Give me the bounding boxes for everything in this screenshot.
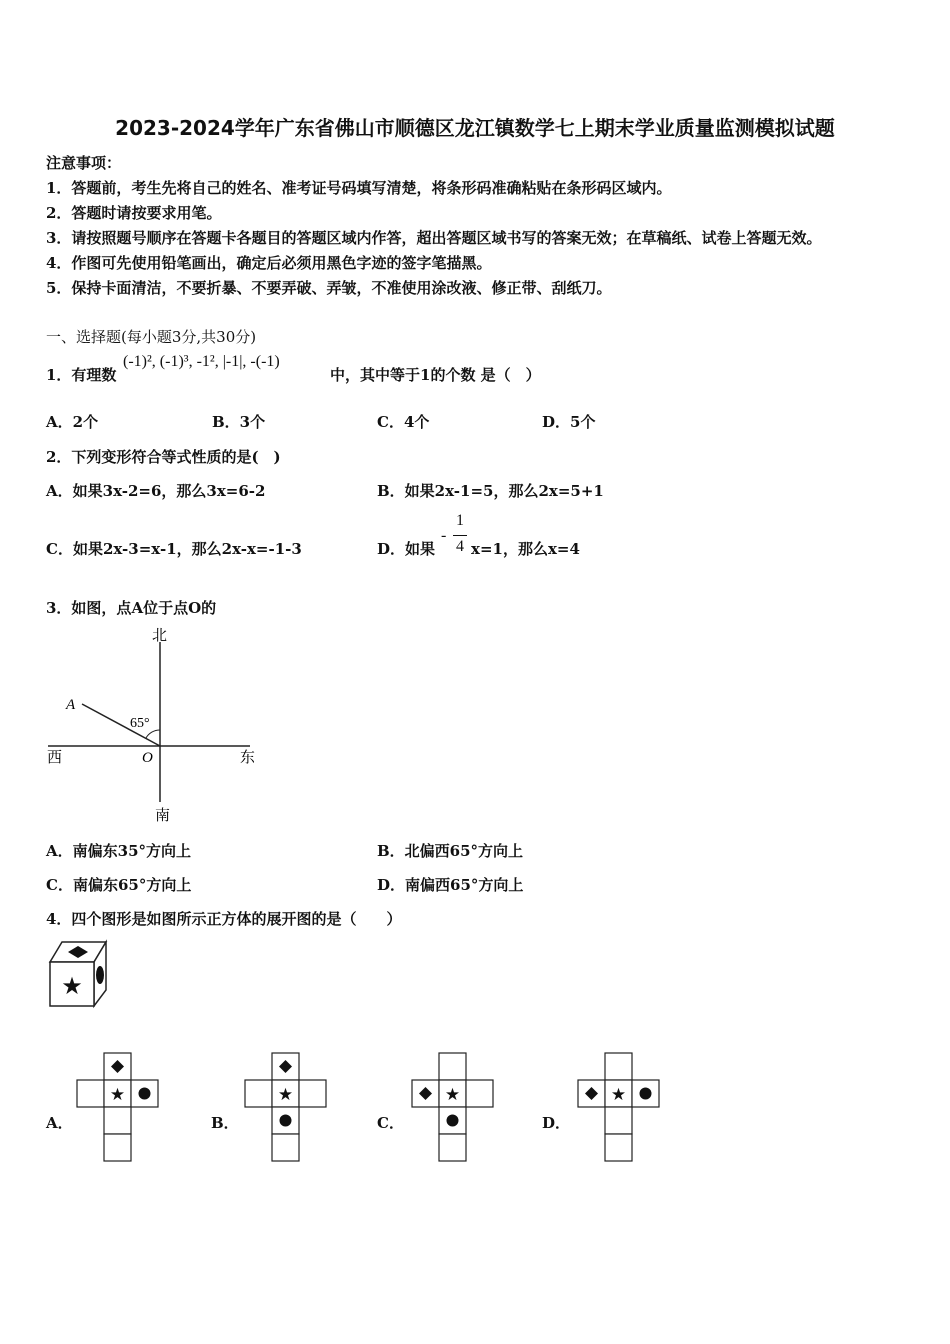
circle-icon	[447, 1115, 459, 1127]
angle-arc	[146, 730, 160, 738]
q1-option-b: B．3个	[212, 413, 266, 431]
q4-stem: 4．四个图形是如图所示正方体的展开图的是（ ）	[46, 910, 402, 928]
q1-math: (-1)², (-1)³, -1², |-1|, -(-1)	[123, 353, 280, 370]
section-heading: 一、选择题(每小题3分,共30分)	[46, 328, 257, 346]
circle-icon	[96, 966, 104, 984]
star-icon: ★	[61, 972, 83, 1000]
q1-suffix: 中，其中等于1的个数 是（ ）	[330, 366, 541, 384]
q2-option-d-minus: -	[441, 527, 447, 544]
notice-heading: 注意事项：	[46, 154, 122, 172]
label-west: 西	[47, 748, 63, 766]
notice-item: 1．答题前，考生先将自己的姓名、准考证号码填写清楚，将条形码准确粘贴在条形码区域内。	[46, 179, 672, 197]
net-a	[76, 1052, 160, 1164]
q4-option-c-label: C．	[377, 1114, 404, 1132]
label-north: 北	[152, 626, 168, 644]
q4-option-b-label: B．	[211, 1114, 239, 1132]
compass-diagram	[40, 620, 270, 830]
q2-option-c: C．如果2x-3=x-1，那么2x-x=-1-3	[46, 540, 302, 558]
q1-prefix: 1．有理数	[46, 366, 117, 384]
label-point-a: A	[66, 697, 76, 713]
star-icon: ★	[109, 1085, 126, 1105]
cube-figure	[48, 940, 112, 1012]
q1-option-d: D．5个	[542, 413, 596, 431]
q3-option-d: D．南偏西65°方向上	[377, 876, 524, 894]
circle-icon	[139, 1088, 151, 1100]
circle-icon	[640, 1088, 652, 1100]
net-d	[577, 1052, 661, 1164]
star-icon: ★	[277, 1085, 294, 1105]
q4-option-a-label: A．	[46, 1114, 73, 1132]
q2-stem: 2．下列变形符合等式性质的是( )	[46, 448, 281, 466]
q3-option-a: A．南偏东35°方向上	[46, 842, 192, 860]
q2-option-d-suffix: x=1，那么x=4	[471, 540, 580, 558]
notice-item: 3．请按照题号顺序在答题卡各题目的答题区域内作答，超出答题区域书写的答案无效；在草稿纸、试卷上答题无效。	[46, 229, 822, 247]
q4-option-d-label: D．	[542, 1114, 571, 1132]
notice-item: 4．作图可先使用铅笔画出，确定后必须用黑色字迹的签字笔描黑。	[46, 254, 492, 272]
label-south: 南	[155, 806, 171, 824]
q2-option-b: B．如果2x-1=5，那么2x=5+1	[377, 482, 604, 500]
net-b	[244, 1052, 328, 1164]
q2-option-d-denominator: 4	[456, 538, 464, 555]
q2-option-a: A．如果3x-2=6，那么3x=6-2	[46, 482, 266, 500]
page-title: 2023-2024学年广东省佛山市顺德区龙江镇数学七上期末学业质量监测模拟试题	[115, 116, 835, 140]
q1-option-c: C．4个	[377, 413, 430, 431]
star-icon: ★	[610, 1085, 627, 1105]
circle-icon	[280, 1115, 292, 1127]
label-angle: 65°	[130, 716, 150, 731]
q2-option-d-prefix: D．如果	[377, 540, 436, 558]
q3-option-b: B．北偏西65°方向上	[377, 842, 524, 860]
q3-option-c: C．南偏东65°方向上	[46, 876, 192, 894]
notice-item: 5．保持卡面清洁，不要折暴、不要弄破、弄皱，不准使用涂改液、修正带、刮纸刀。	[46, 279, 612, 297]
label-point-o: O	[142, 750, 153, 766]
q3-stem: 3．如图，点A位于点O的	[46, 599, 217, 617]
q2-option-d-numerator: 1	[456, 512, 464, 529]
label-east: 东	[240, 748, 256, 766]
star-icon: ★	[444, 1085, 461, 1105]
notice-item: 2．答题时请按要求用笔。	[46, 204, 222, 222]
net-c	[411, 1052, 495, 1164]
q1-option-a: A．2个	[46, 413, 99, 431]
fraction-bar	[453, 535, 467, 536]
